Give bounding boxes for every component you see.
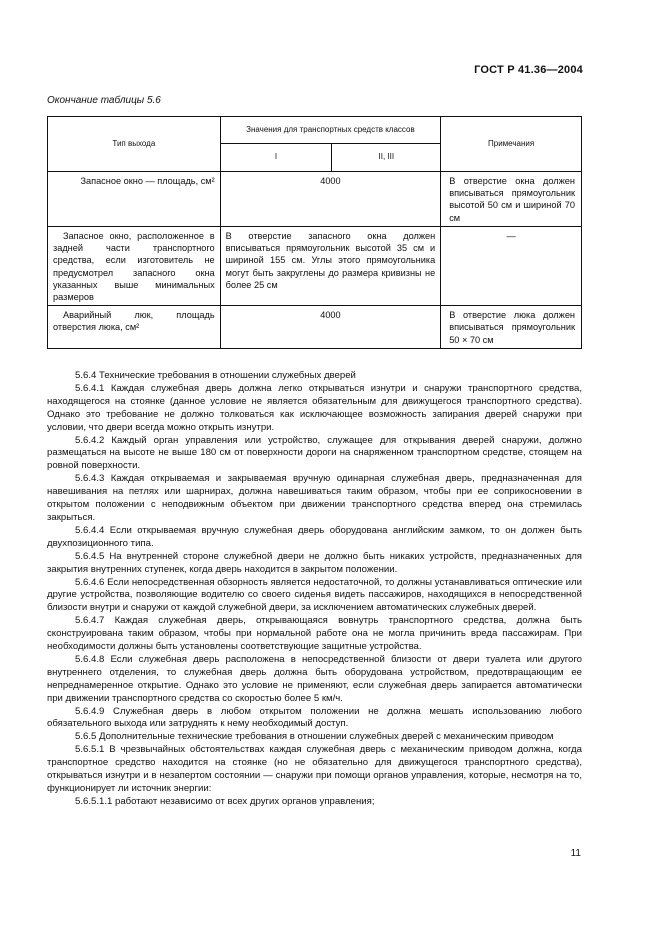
cell-note: В отверстие люка должен вписываться прямоугольник 50 × 70 см [441,306,582,349]
cell-value: 4000 [220,306,441,349]
paragraph: 5.6.5 Дополнительные технические требования в отношении служебных дверей с механическим приводом [75,731,554,743]
cell-exit-type: Аварийный люк, площадь отверстия люка, см² [48,306,221,349]
paragraph: 5.6.4 Технические требования в отношении служебных дверей [75,370,356,381]
body-text [47,370,582,809]
header-class-2-3: II, III [332,144,441,172]
cell-note: — [441,227,582,306]
paragraph: 5.6.5.1.1 работают независимо от всех других органов управления; [75,795,375,807]
paragraph: 5.6.4.4 Если открываемая вручную служебная дверь оборудована английским замком, то он должен быть двухпозиционного типа. [47,524,582,549]
cell-value: В отверстие запасного окна должен вписываться прямоугольник высотой 35 см и шириной 155 см. Углы этого прямоугольника могут быть закруглены до размера кривизны не более 25 см [220,227,441,306]
header-notes: Примечания [441,117,582,172]
cell-value: 4000 [220,172,441,227]
paragraph: 5.6.4.9 Служебная дверь в любом открытом положении не должна мешать использованию любого обязательного выхода или затруднять к нему необходимый доступ. [47,705,582,730]
table-caption: Окончание таблицы 5.6 [47,95,161,106]
paragraph: 5.6.4.6 Если непосредственная обзорность является недостаточной, то должны устанавливаться оптические или другие устройства, позволяющие водителю со своего сиденья видеть пассажиров, находящихся в непосредственной близости внутри и снаружи от каждой служебной двери, за исключением автоматических служебных дверей. [47,576,582,614]
table-row [48,306,582,349]
page-number: 11 [570,848,581,859]
document-code: ГОСТ Р 41.36—2004 [474,64,583,76]
cell-note: В отверстие окна должен вписываться прямоугольник высотой 50 см и шириной 70 см [441,172,582,227]
paragraph: 5.6.4.2 Каждый орган управления или устройство, служащее для открывания дверей снаружи, должно размещаться на высоте не выше 180 см от поверхности дороги на снаряженном транспортном средстве, стоящем на ровной поверхности. [47,434,582,472]
paragraph: 5.6.4.5 На внутренней стороне служебной двери не должно быть никаких устройств, предназначенных для закрытия внутренних ступенек, когда дверь находится в закрытом положении. [47,550,582,575]
header-exit-type: Тип выхода [48,117,221,172]
header-values: Значения для транспортных средств классов [220,117,441,144]
paragraph: 5.6.5.1 В чрезвычайных обстоятельствах каждая служебная дверь с механическим приводом должна, когда транспортное средство находится на стоянке (но не обязательно для движущегося транспортного средства), открываться изнутри и в незапертом состоянии — снаружи при помощи органов управления, которые, несмотря на то, функционирует ли источник энергии: [47,744,582,794]
cell-exit-type: Запасное окно, расположенное в задней части транспортного средства, если изготовитель не предусмотрел запасного окна указанных выше минимальных размеров [48,227,221,306]
paragraph: 5.6.4.3 Каждая открываемая и закрываемая вручную одинарная служебная дверь, предназначенная для навешивания на петлях или шарнирах, должна навешиваться таким образом, чтобы при ее соприкосновении в открытом положении с неподвижным объектом при движении транспортного средства вперед она стремилась закрыться. [47,473,582,523]
table-row [48,227,582,306]
paragraph: 5.6.4.8 Если служебная дверь расположена в непосредственной близости от двери туалета или другого внутреннего отделения, то служебная дверь должна быть оборудована устройством, предотвращающим ее непреднамеренное открытие. Однако это условие не применяют, если служебная дверь запирается автоматически при движении транспортного средства со скоростью более 5 км/ч. [47,653,582,704]
paragraph: 5.6.4.7 Каждая служебная дверь, открывающаяся вовнутрь транспортного средства, должна быть сконструирована таким образом, чтобы при нормальной работе она не могла причинить вреда пассажирам. При необходимости должны быть установлены соответствующие защитные устройства. [47,615,582,653]
cell-exit-type: Запасное окно — площадь, см² [48,172,221,227]
table-row [48,172,582,227]
paragraph: 5.6.4.1 Каждая служебная дверь должна легко открываться изнутри и снаружи транспортного средства, находящегося на стоянке (данное условие не является обязательным для движущегося транспортного средства). Однако это требование не должно толковаться как исключающее возможность запирания дверей снаружи при условии, что двери всегда можно открыть изнутри. [47,382,582,433]
table-5-6 [47,116,582,349]
header-class-1: I [220,144,332,172]
